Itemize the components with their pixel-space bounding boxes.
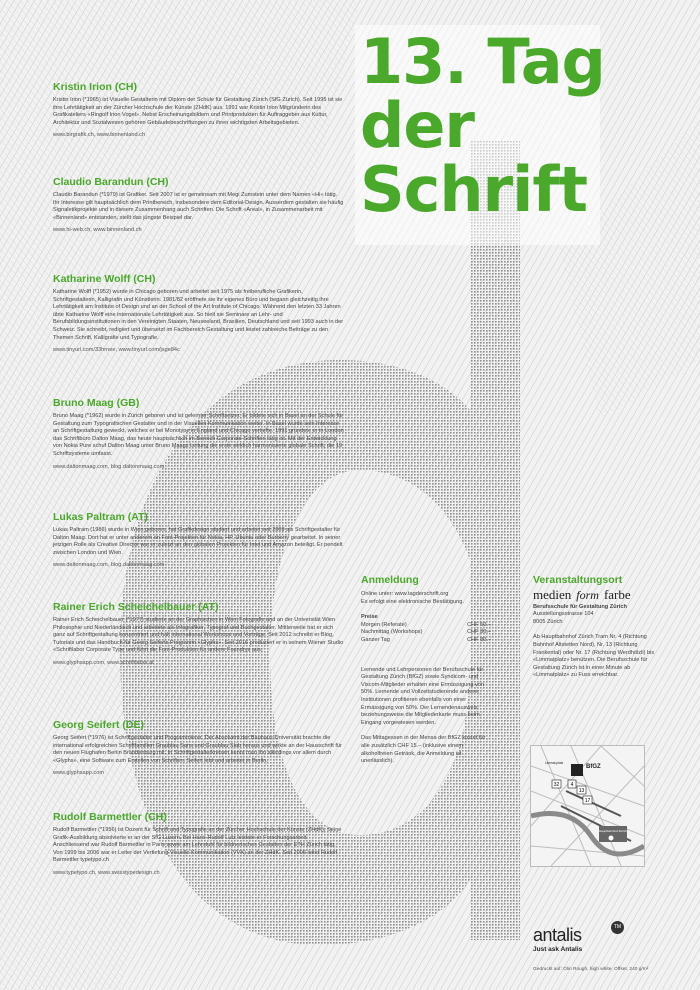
speaker-bio: Georg Seifert (*1976) ist Schriftgestalter und Programmierer. Der Absolvent der Bauhaus-Universität brachte die international erfolgreichen Schriftfamilien Graublau Sans und Graublau Slab heraus und wirkte an der Hausschrift für den neuen Flughafen Berlin Brandenburg mit. In Schriftgestalterkreisen kennt man ihn allerdings vor allem durch «Glyphs», eine Software zum Erstellen von Schriften. Seifert lebt und arbeitet in Berlin. (53, 735, 342, 764)
speaker-bio: Rudolf Barmettler (*1956) ist Dozent für Schrift und Typografie an der Zürcher Hochschule der Künste (ZHdK). Seine Grafik-Ausbildung absolvierte er an der SfG Luzern. Bei Hans-Rudolf Lutz leistete er Forschungsarbeit. Anschliessend war Rudolf Barmettler in Paris sowie am Lehrstuhl für bildnerisches Gestalten der ETH Zürich tätig. Von 1999 bis 2006 war er Leiter der Vertiefung Visuelle Kommunikation (VVK) an der ZHdK. Seit 2006 leitet Rudolf Barmettler typetypo.ch (53, 827, 342, 864)
title-line-3: Schrift (360, 153, 587, 226)
speaker-block (53, 810, 345, 878)
speaker-bio: Lukas Paltram (1986) wurde in Wien geboren, hat Grafikdesign studiert und arbeitet seit 2009 als Schriftgestalter für Dalton Maag. Dort hat er unter anderem an Font-Projekten für Nokia, HP, Ubuntu oder Burberry gearbeitet. In seiner jetzigen Rolle als Creative Director war er zuletzt an den globalen Projekten für Intel und Amazon beteiligt. Er pendelt zwischen London und Wien. (53, 527, 343, 556)
sponsor-logo (533, 587, 663, 602)
speaker-bio: Katharine Wolff (*1952) wurde in Chicago geboren und arbeitet seit 1975 als freiberufliche Grafikerin, Schriftgestalterin, Kalligrafin und Künstlerin. 1981/82 eröffnete sie ihr eigenes Büro und begann gleichzeitig ihre Lehrtätigkeit am Institute of Design und an der School of the Art Institute of Chicago. Während den letzten 33 Jahren übte Katharine Wolff eine internationale Lehrtätigkeit aus. So hielt sie Seminare an Lehr- und Berufsbildungsinstitutionen in den Vereinigten Staaten, Neuseeland, Brasilien, Deutschland und seit 1993 auch in der Schweiz. Sie schreibt, redigiert und übersetzt im Fachbereich Gestaltung und leistet zahlreiche Beiträge zu den Themen Schrift, Kalligrafie und Typografie. (53, 289, 344, 341)
tram-4: 4 (570, 782, 574, 788)
speaker-name: Claudio Barandun (CH) (53, 176, 169, 188)
speaker-name: Rainer Erich Scheichelbauer (AT) (53, 601, 219, 613)
price-row (361, 622, 491, 630)
lunch-text: Das Mittagessen in der Mensa der BfGZ kostet für alle zusätzlich CHF 15.– (inklusive einem alkoholfreien Getränk, die Anmeldung ist unerlässlich). (361, 735, 486, 765)
speaker-link[interactable]: www.glyphsapp.com (53, 770, 104, 777)
speaker-list (53, 80, 345, 878)
price-row (361, 629, 491, 637)
speaker-link[interactable]: www.typetypo.ch, www.swisstypedesign.ch (53, 869, 160, 876)
antalis-name: antalis (533, 925, 582, 945)
speaker-link[interactable]: www.birgrafik.ch, www.binnenland.ch (53, 132, 146, 139)
price-label: Morgen (Referate) (361, 621, 407, 628)
speaker-link[interactable]: www.daltonmaag.com, blog.daltonmaag.com (53, 562, 165, 569)
discount-text: Lernende und Lehrpersonen der Berufsschule für Gestaltung Zürich (BfGZ) sowie Syndicom- und Viscom-Mitglieder erhalten eine Ermässigung von 50%. Lernende und Vollzeitstudierende anderer Institutionen profitieren ebenfalls von einer Ermässigung von 50%. Der Lernendenausweis beziehungsweise die Mitgliederkarte muss beim Eingang vorgewiesen werden. (361, 666, 485, 726)
tram-13: 13 (578, 788, 585, 794)
print-info: Gedruckt auf: Olin Rough, high white, Offset, 240 g/m² (533, 967, 649, 972)
rail-icon (609, 836, 614, 841)
speaker-block (53, 272, 345, 396)
speaker-block (53, 510, 345, 600)
speaker-link[interactable]: www.hi-web.ch, www.binnenland.ch (53, 227, 142, 234)
speaker-link[interactable]: www.tinyurl.com/33hrnee, www.tinyurl.com/jsge84c (53, 347, 180, 354)
speaker-name: Bruno Maag (GB) (53, 397, 140, 409)
speaker-block (53, 396, 345, 510)
registration-online[interactable]: Online unter: www.tagderschrift.org (361, 591, 449, 597)
speaker-name: Rudolf Barmettler (CH) (53, 811, 167, 823)
school-marker (571, 764, 583, 776)
sponsor-word-2: form (576, 588, 599, 602)
sponsor-word-1: medien (533, 587, 572, 602)
venue-section (533, 573, 663, 680)
venue-street: Ausstellungsstrasse 104 (533, 611, 594, 618)
station-label: Hauptbahnhof Zürich (598, 829, 628, 833)
prices-heading: Preise (361, 614, 378, 621)
speaker-name: Katharine Wolff (CH) (53, 273, 156, 285)
speaker-name: Lukas Paltram (AT) (53, 511, 148, 523)
price-label: Nachmittag (Workshops) (361, 629, 423, 636)
speaker-name: Kristin Irion (CH) (53, 81, 137, 93)
venue-directions: Ab Hauptbahnhof Zürich Tram Nr. 4 (Richtung Bahnhof Altstetten Nord), Nr. 13 (Richtung Frankental) oder Nr. 17 (Richtung Werdhölzli) bis «Limmatplatz» benützen. Die Berufsschule für Gestaltung Zürich ist in einer Minute ab «Limmatplatz» zu Fuss erreichbar. (533, 634, 655, 679)
antalis-tagline: Just ask Antalis (533, 946, 583, 953)
speaker-bio: Rainer Erich Scheichelbauer (*1977) studierte an der Graphischen in Wien Fotografie und an der Universität Wien Philosophie und Niederländisch und arbeitete als Infografiker, Typograf und Buchgestalter. Mittlerweile hat er sich ganz auf Schriftgestaltung konzentriert und hält international Workshops und Vorträge. Seit 2012 schreibt er Blog, Tutorials und das Handbuch für Georg Seiferts Programm «Glyphs». Seit 2016 produziert er in seinem Wiener Studio «Schriftlabor Corporate Type und führt die Font-Produktion für andere Foundrys aus. (53, 617, 344, 654)
price-value: CHF 80.– (467, 636, 491, 643)
tram-17: 17 (584, 798, 591, 804)
price-value: CHF 30.– (467, 629, 491, 636)
title-line-2: der (360, 89, 475, 162)
speaker-bio: Bruno Maag (*1962) wurde in Zürich geboren und ist gelernter Schriftsetzer. Er bildete sich in Basel an der Schule für Gestaltung zum Typografischen Gestalter und in der Visuellen Kommunikation weiter. In Basel wurde sein Interesse an Schriftgestaltung geweckt, welches er bei Monotype in England und Chicago vertiefte. 1991 gründete er in London das Schriftbüro Dalton Maag, das heute hauptsächlich im Bereich Corporate-Schriften tätig ist. Mit der Entwicklung von Nokia Pure schuf Dalton Maag unter Bruno Maags Leitung die erste wirklich harmonisierte globale Schrift, die 19 Schriftsysteme umfasst. (53, 413, 344, 457)
speaker-bio: Kristin Irion (*1965) ist Visuelle Gestalterin mit Diplom der Schule für Gestaltung Zürich (SfG Zürich). Seit 1995 ist sie ihre Lehrtätigkeit an der Zürcher Hochschule der Künste (ZHdK) aus. 1991 war Kristin Irion Mitgründerin des Grafikateliers «Ringolf Irion Vogel». Nebst Erscheinungsbildern und Printprodukten für Auftraggeber aus Kultur, Architektur und Sozialwesen gehören Gebäudebeschriftungen zu ihren wichtigsten Arbeitsgebieten. (53, 97, 343, 126)
speaker-block (53, 718, 345, 810)
speaker-block (53, 175, 345, 272)
speaker-block (53, 80, 345, 175)
map-badge: BfGZ (586, 764, 601, 770)
venue-school: Berufsschule für Gestaltung Zürich (533, 603, 627, 610)
trademark-badge: TM (611, 921, 624, 934)
speaker-bio: Claudio Barandun (*1979) ist Grafiker. Seit 2007 ist er gemeinsam mit Megi Zumstein unter dem Namen «Hi» tätig. Ihr Interesse gilt hauptsächlich dem Printbereich, insbesondere dem Editorial-Design. Ausserdem gestalten sie häufig Signaletikprojekte und in diesem Zusammenhang auch Schriften. Die Schrift «Areal», in Zusammenarbeit mit «Binnenland» entstanden, stellt das jüngste Beispiel dar. (53, 192, 344, 221)
price-label: Ganzer Tag (361, 636, 390, 643)
registration-heading: Anmeldung (361, 574, 419, 586)
registration-section (361, 573, 491, 766)
map-stop: Limmat-platz (545, 761, 564, 765)
price-row (361, 637, 491, 645)
antalis-logo (533, 924, 622, 953)
venue-heading: Veranstaltungsort (533, 574, 623, 586)
sponsor-word-3: farbe (603, 587, 631, 602)
speaker-block (53, 600, 345, 718)
tram-32: 32 (553, 782, 560, 788)
speaker-link[interactable]: www.daltonmaag.com, blog.daltonmaag.com (53, 463, 165, 470)
venue-city: 8005 Zürich (533, 618, 563, 625)
location-map (530, 745, 645, 867)
poster-title (360, 25, 605, 226)
registration-confirmation: Es erfolgt eine elektronische Bestätigung. (361, 598, 464, 605)
speaker-link[interactable]: www.glyphsapp.com, www.schriftlabor.at (53, 659, 154, 666)
speaker-name: Georg Seifert (DE) (53, 719, 145, 731)
price-value: CHF 50.– (467, 621, 491, 628)
title-line-1: 13. Tag (360, 25, 605, 98)
